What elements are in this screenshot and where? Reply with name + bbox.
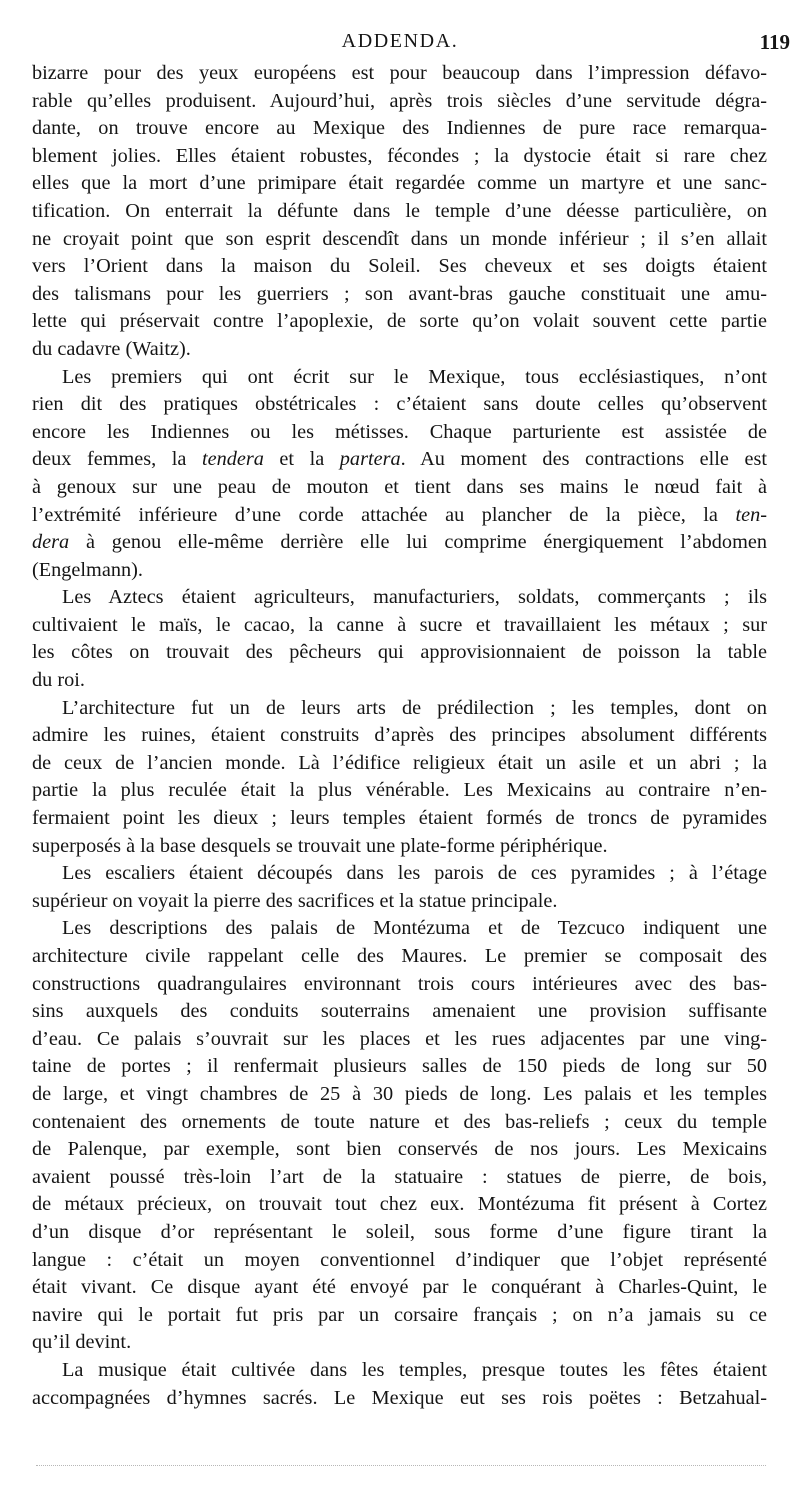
text-line: de large, et vingt chambres de 25 à 30 pieds de long. Les palais et les temples xyxy=(32,1082,767,1105)
running-header xyxy=(0,30,800,60)
paragraph-start-line: L’architecture fut un de leurs arts de prédilection ; les temples, dont on xyxy=(62,696,767,719)
text-line: de ceux de l’ancien monde. Là l’édifice religieux était un asile et un abri ; la xyxy=(32,751,767,774)
text-line: encore les Indiennes ou les métisses. Chaque parturiente est assistée de xyxy=(32,420,767,443)
running-title: ADDENDA. xyxy=(341,30,459,52)
paragraph-start-line: La musique était cultivée dans les temples, presque toutes les fêtes étaient xyxy=(62,1358,767,1381)
text-line: de métaux précieux, on trouvait tout chez eux. Montézuma fit présent à Cortez xyxy=(32,1193,767,1216)
text-line: (Engelmann). xyxy=(32,558,143,581)
text-line: sins auxquels des conduits souterrains amenaient une provision suffisante xyxy=(32,1000,767,1023)
text-line: ne croyait point que son esprit descendît dans un monde inférieur ; il s’en allait xyxy=(32,227,767,250)
page-number: 119 xyxy=(759,30,790,54)
text-line: qu’il devint. xyxy=(32,1331,132,1354)
text-line: supérieur on voyait la pierre des sacrifices et la statue principale. xyxy=(32,889,558,912)
text-line: bizarre pour des yeux européens est pour beaucoup dans l’impression défavo- xyxy=(32,62,767,84)
italic-term: partera xyxy=(339,448,401,471)
text-line: elles que la mort d’une primipare était regardée comme un martyre et une sanc- xyxy=(32,172,767,195)
text-line: contenaient des ornements de toute nature et des bas-reliefs ; ceux du temple xyxy=(32,1110,767,1133)
text-line: taine de portes ; il renfermait plusieurs salles de 150 pieds de long sur 50 xyxy=(32,1055,767,1078)
text-line: partie la plus reculée était la plus vénérable. Les Mexicains au contraire n’en- xyxy=(32,779,767,802)
text-line: superposés à la base desquels se trouvait une plate-forme périphérique. xyxy=(32,834,608,857)
text-line: rien dit des pratiques obstétricales : c’étaient sans doute celles qu’observent xyxy=(32,393,767,416)
text-line: admire les ruines, étaient construits d’après des principes absolument différents xyxy=(32,724,767,747)
text-line: lette qui préservait contre l’apoplexie, de sorte qu’on volait souvent cette partie xyxy=(32,310,767,333)
paragraph-start-line: Les Aztecs étaient agriculteurs, manufacturiers, soldats, commerçants ; ils xyxy=(62,586,767,609)
italic-term: ten- xyxy=(735,503,767,526)
text-line: d’un disque d’or représentant le soleil, sous forme d’une figure tirant la xyxy=(32,1220,767,1243)
text-line: accompagnées d’hymnes sacrés. Le Mexique eut ses rois poëtes : Betzahual- xyxy=(32,1386,767,1409)
text-line: les côtes on trouvait des pêcheurs qui approvisionnaient de poisson la table xyxy=(32,641,767,664)
text-line: rable qu’elles produisent. Aujourd’hui, après trois siècles d’une servitude dégra- xyxy=(32,89,767,112)
text-line: avaient poussé très-loin l’art de la statuaire : statues de pierre, de bois, xyxy=(32,1165,767,1188)
paragraph-start-line: Les escaliers étaient découpés dans les parois de ces pyramides ; à l’étage xyxy=(62,862,767,885)
body-text xyxy=(32,60,767,1412)
text-line: deux femmes, la tendera et la partera. Au moment des contractions elle est xyxy=(32,448,767,471)
text-line: langue : c’était un moyen conventionnel d’indiquer que l’objet représenté xyxy=(32,1248,767,1271)
text-line: fermaient point les dieux ; leurs temples étaient formés de troncs de pyramides xyxy=(32,807,767,830)
text-line: l’extrémité inférieure d’une corde attachée au plancher de la pièce, la ten- xyxy=(32,503,767,526)
text-line: des talismans pour les guerriers ; son avant-bras gauche constituait une amu- xyxy=(32,282,767,305)
text-line: constructions quadrangulaires environnant trois cours intérieures avec des bas- xyxy=(32,972,767,995)
text-line: d’eau. Ce palais s’ouvrait sur les places et les rues adjacentes par une ving- xyxy=(32,1027,767,1050)
italic-term: dera xyxy=(32,531,70,554)
text-line: dera à genou elle-même derrière elle lui comprime énergiquement l’abdomen xyxy=(32,531,767,554)
text-line: cultivaient le maïs, le cacao, la canne à sucre et travaillaient les métaux ; sur xyxy=(32,613,767,636)
text-line: à genoux sur une peau de mouton et tient dans ses mains le nœud fait à xyxy=(32,475,767,498)
text-line: du roi. xyxy=(32,669,85,692)
text-line: vers l’Orient dans la maison du Soleil. Ses cheveux et ses doigts étaient xyxy=(32,255,767,278)
paragraph-start-line: Les premiers qui ont écrit sur le Mexique, tous ecclésiastiques, n’ont xyxy=(62,365,767,388)
text-line: tification. On enterrait la défunte dans le temple d’une déesse particulière, on xyxy=(32,199,767,222)
text-line: blement jolies. Elles étaient robustes, fécondes ; la dystocie était si rare chez xyxy=(32,144,767,167)
text-line: était vivant. Ce disque ayant été envoyé par le conquérant à Charles-Quint, le xyxy=(32,1276,767,1299)
scan-artifact-dotted-line xyxy=(36,1465,766,1470)
text-line: du cadavre (Waitz). xyxy=(32,337,191,360)
text-line: de Palenque, par exemple, sont bien conservés de nos jours. Les Mexicains xyxy=(32,1138,767,1161)
text-line: navire qui le portait fut pris par un corsaire français ; on n’a jamais su ce xyxy=(32,1303,767,1326)
text-line: dante, on trouve encore au Mexique des Indiennes de pure race remarqua- xyxy=(32,117,767,140)
italic-term: tendera xyxy=(201,448,264,471)
text-line: architecture civile rappelant celle des Maures. Le premier se composait des xyxy=(32,945,767,967)
paragraph-start-line: Les descriptions des palais de Montézuma et de Tezcuco indiquent une xyxy=(62,917,767,940)
